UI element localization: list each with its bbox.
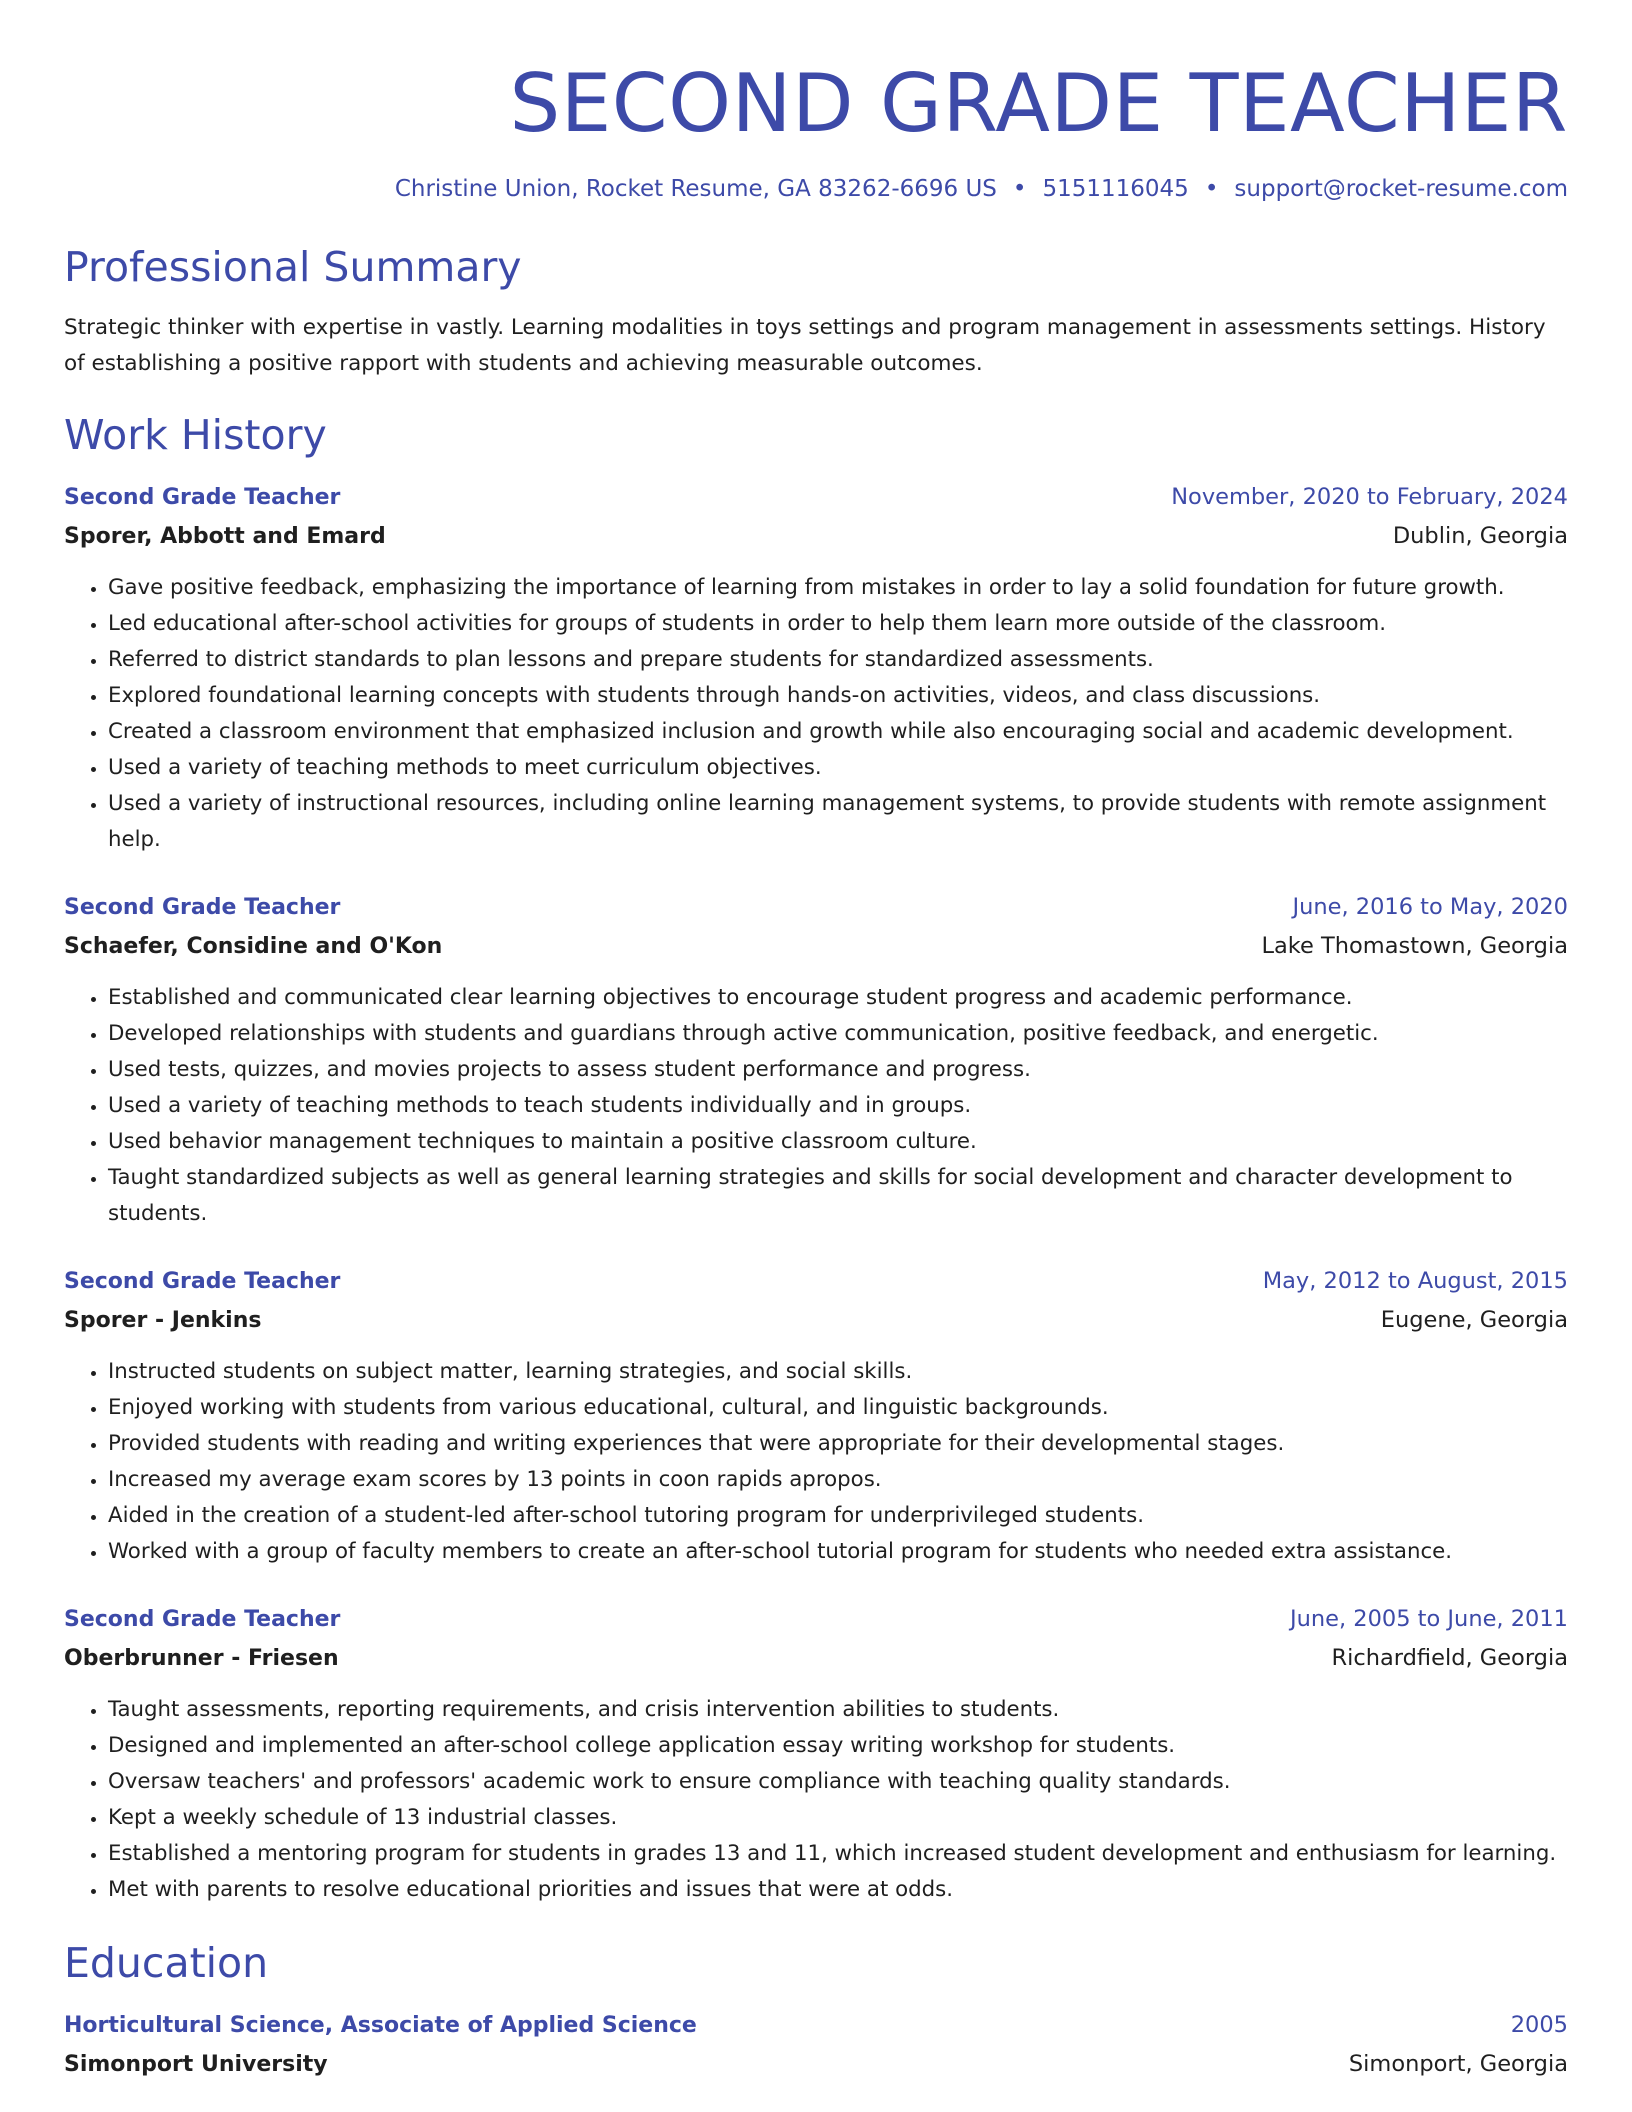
job-bullet: • Taught standardized subjects as well as general learning strategies and skills for social development and character development to students. — [108, 1160, 1568, 1232]
resume-title: SECOND GRADE TEACHER — [509, 57, 1568, 150]
education-year: 2005 — [1510, 2012, 1568, 2038]
job-bullet: • Enjoyed working with students from various educational, cultural, and linguistic backgrounds. — [108, 1390, 1568, 1426]
job-bullet: • Led educational after-school activities for groups of students in order to help them learn more outside of the classroom. — [108, 606, 1568, 642]
job-bullet: • Met with parents to resolve educational priorities and issues that were at odds. — [108, 1872, 1568, 1908]
education-school: Simonport University — [64, 2052, 328, 2077]
job-title: Second Grade Teacher — [64, 1607, 341, 1632]
job-bullet: • Taught assessments, reporting requirements, and crisis intervention abilities to students. — [108, 1692, 1568, 1728]
contact-line — [64, 176, 1568, 202]
education-entry — [64, 2006, 1568, 2084]
job-bullet: • Gave positive feedback, emphasizing the importance of learning from mistakes in order to lay a solid foundation for future growth. — [108, 570, 1568, 606]
job-bullet: • Developed relationships with students and guardians through active communication, positive feedback, and energetic. — [108, 1016, 1568, 1052]
contact-separator: • — [1012, 176, 1027, 202]
job-bullet: • Used a variety of teaching methods to meet curriculum objectives. — [108, 750, 1568, 786]
job-bullet: • Used a variety of teaching methods to teach students individually and in groups. — [108, 1088, 1568, 1124]
job-entry — [64, 1600, 1568, 1908]
job-dates: May, 2012 to August, 2015 — [1262, 1268, 1568, 1294]
job-bullet: • Used a variety of instructional resources, including online learning management systems, to provide students with remote assignment help. — [108, 786, 1568, 858]
job-bullets — [64, 1692, 1568, 1908]
job-bullet: • Referred to district standards to plan lessons and prepare students for standardized assessments. — [108, 642, 1568, 678]
contact-separator: • — [1204, 176, 1219, 202]
job-bullet: • Kept a weekly schedule of 13 industrial classes. — [108, 1800, 1568, 1836]
job-company: Sporer - Jenkins — [64, 1308, 262, 1333]
contact-email: support@rocket-resume.com — [1234, 176, 1568, 202]
job-bullet: • Increased my average exam scores by 13 points in coon rapids apropos. — [108, 1462, 1568, 1498]
job-title: Second Grade Teacher — [64, 1269, 341, 1294]
job-bullet: • Used behavior management techniques to maintain a positive classroom culture. — [108, 1124, 1568, 1160]
job-bullet: • Used tests, quizzes, and movies projects to assess student performance and progress. — [108, 1052, 1568, 1088]
job-entry — [64, 1262, 1568, 1570]
job-bullet: • Established a mentoring program for students in grades 13 and 11, which increased student development and enthusiasm for learning. — [108, 1836, 1568, 1872]
contact-phone: 5151116045 — [1042, 176, 1189, 202]
education-location: Simonport, Georgia — [1348, 2051, 1568, 2077]
job-bullet: • Provided students with reading and writing experiences that were appropriate for their developmental stages. — [108, 1426, 1568, 1462]
job-location: Lake Thomastown, Georgia — [1261, 933, 1568, 959]
job-dates: June, 2016 to May, 2020 — [1292, 894, 1568, 920]
summary-text: Strategic thinker with expertise in vastly. Learning modalities in toys settings and program management in assessments settings. History of establishing a positive rapport with students and achieving measurable outcomes. — [64, 315, 1546, 376]
job-bullet: • Explored foundational learning concepts with students through hands-on activities, videos, and class discussions. — [108, 678, 1568, 714]
job-company: Oberbrunner - Friesen — [64, 1646, 339, 1671]
job-title: Second Grade Teacher — [64, 485, 341, 510]
job-bullet: • Oversaw teachers' and professors' academic work to ensure compliance with teaching quality standards. — [108, 1764, 1568, 1800]
work-history-heading: Work History — [64, 411, 327, 459]
job-company: Schaefer, Considine and O'Kon — [64, 934, 443, 959]
job-location: Dublin, Georgia — [1392, 523, 1568, 549]
job-bullet: • Worked with a group of faculty members to create an after-school tutorial program for students who needed extra assistance. — [108, 1534, 1568, 1570]
job-entry — [64, 478, 1568, 858]
job-title: Second Grade Teacher — [64, 895, 341, 920]
job-dates: November, 2020 to February, 2024 — [1171, 484, 1568, 510]
job-bullets — [64, 1354, 1568, 1570]
job-entry — [64, 888, 1568, 1232]
summary-heading: Professional Summary — [64, 243, 522, 291]
job-bullet: • Aided in the creation of a student-led after-school tutoring program for underprivileged students. — [108, 1498, 1568, 1534]
job-bullets — [64, 980, 1568, 1232]
job-location: Richardfield, Georgia — [1331, 1645, 1568, 1671]
job-bullet: • Created a classroom environment that emphasized inclusion and growth while also encouraging social and academic development. — [108, 714, 1568, 750]
job-company: Sporer, Abbott and Emard — [64, 524, 386, 549]
job-bullet: • Established and communicated clear learning objectives to encourage student progress and academic performance. — [108, 980, 1568, 1016]
job-dates: June, 2005 to June, 2011 — [1289, 1606, 1568, 1632]
job-bullet: • Designed and implemented an after-school college application essay writing workshop for students. — [108, 1728, 1568, 1764]
education-degree: Horticultural Science, Associate of Applied Science — [64, 2013, 697, 2038]
education-heading: Education — [64, 1939, 269, 1987]
job-bullets — [64, 570, 1568, 858]
contact-address: Christine Union, Rocket Resume, GA 83262-6696 US — [394, 176, 997, 202]
job-location: Eugene, Georgia — [1380, 1307, 1568, 1333]
job-bullet: • Instructed students on subject matter, learning strategies, and social skills. — [108, 1354, 1568, 1390]
